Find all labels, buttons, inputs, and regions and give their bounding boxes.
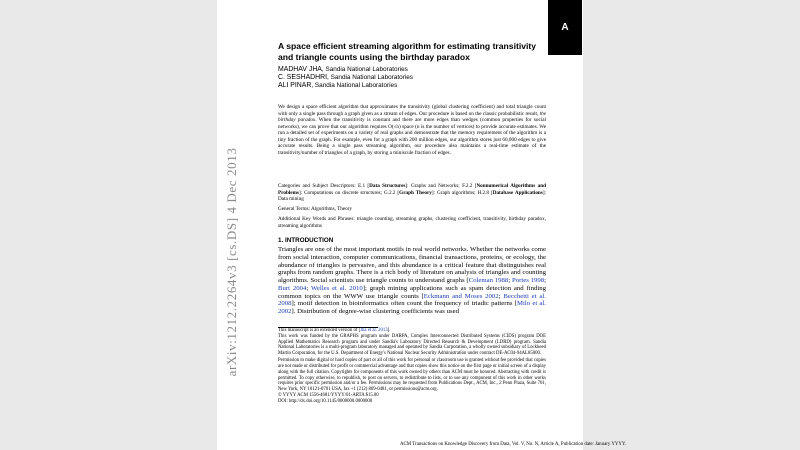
citation-link[interactable]: Milo et al. 2002 — [278, 300, 546, 315]
author-line — [278, 82, 546, 90]
categories-text: ]: Computations on discrete structures; G.2.2 [ — [298, 189, 400, 196]
author-affiliation: , Sandia National Laboratories — [327, 74, 413, 81]
intro-text: ]; motif detection in bioinformatics often count the frequency of triadic patterns [ — [291, 300, 517, 308]
categories — [278, 183, 546, 203]
article-letter-tab — [548, 0, 582, 55]
citation-link[interactable]: Coleman 1988 — [468, 277, 509, 284]
citation-link[interactable]: Jha et al. 2013 — [360, 328, 388, 333]
intro-text: ]; graph mining applications such as spam detection and finding common topics on the WWW use triangle counts [ — [278, 284, 546, 300]
citation-link[interactable]: Burt 2004 — [278, 284, 307, 292]
intro-text: ; — [544, 277, 547, 284]
general-terms: General Terms: Algorithms, Theory — [278, 206, 353, 212]
intro-text: Triangles are one of the most important motifs in real world networks. Whether the networks come from social interaction, computer communications, financial transactions, proteins, or ecology, the abundance of triangles is pervasive, and this abundance is a critical feature that distinguishes real graphs from random graphs. There is a rich body of literature on analysis of triangles and counting algorithms. Social scientists use triangle counts to understand graphs [ — [278, 246, 546, 284]
category-term: Graph Theory — [399, 189, 432, 196]
categories-text: ]: Graphs and Networks; F.2.2 [ — [405, 183, 477, 189]
category-term: Data Structures — [369, 183, 406, 189]
intro-text: ; — [508, 277, 512, 284]
categories-text: ]: Graph algorithms; H.2.8 [ — [431, 189, 493, 196]
citation-link[interactable]: Portes 1998 — [511, 277, 545, 284]
abstract — [278, 104, 546, 156]
funding-note: This work was funded by the GRAPHS program under DARPA, Complex Interconnected Distributed Systems (CIDS) program DOE Applied Mathematics Research program and under Sandia's Laboratory Directed Research & Development (LDRD) program. Sandia National Laboratories is a multi-program laboratory managed and operated by Sandia Corporation, a wholly owned subsidiary of Lockheed Martin Corporation, for the U.S. Department of Energy's National Nuclear Security Administration under contract DE-AC04-94AL85000. — [278, 333, 546, 356]
paper-title: A space efficient streaming algorithm for estimating transitivity and triangle counts using the birthday paradox — [278, 41, 537, 62]
intro-text: ; — [498, 292, 504, 300]
author-list — [278, 66, 546, 90]
author-name: C. SESHADHRI — [278, 74, 328, 81]
permission-note: Permission to make digital or hard copies of part or all of this work for personal or classroom use is granted without fee provided that copies are not made or distributed for profit or commercial advantage and that copies show this notice on the first page or initial screen of a display along with the full citation. Copyrights for components of this work owned by others than ACM must be honored. Abstracting with credit is permitted. To copy otherwise, to republish, to post on servers, to redistribute to lists, or to use any component of this work in other works requires prior specific permission and/or a fee. Permissions may be requested from Publications Dept., ACM, Inc., 2 Penn Plaza, Suite 701, New York, NY 10121-0701 USA, fax +1 (212) 869-0481, or permissions@acm.org. — [278, 358, 546, 392]
author-line — [278, 74, 546, 82]
footnotes — [278, 328, 546, 404]
article-letter: A — [561, 22, 569, 33]
abstract-text: . When the transitivity is constant and there are more edges than wedges (common properties for social networks), we can prove that our algorithm requires O(√n) space (n is the number of vertices) to provide accurate estimates. We run a detailed set of experiments on a variety of real graphs and demonstrate that the memory requirement of the algorithm is a tiny fraction of the graph. For example, even for a graph with 200 million edges, our algorithm stores just 60,000 edges to give accurate results. Being a single pass streaming algorithm, our procedure also maintains a real-time estimate of the transitivity/number of triangles of a graph, by storing a miniscule fraction of edges. — [278, 117, 546, 156]
introduction-text — [278, 246, 546, 316]
intro-text: ]. Distribution of degree-wise clustering coefficients was used — [291, 308, 459, 315]
footnote-text: ]. — [387, 328, 391, 333]
category-term: Nonnumerical Algorithms and Problems — [278, 183, 546, 196]
abstract-emphasis: the birthday paradox — [278, 110, 546, 124]
keywords: Additional Key Words and Phrases: triangle counting, streaming graphs, clustering coefficient, transitivity, birthday paradox, streaming algorithms — [278, 216, 546, 229]
categories-text: ]: Data mining — [278, 189, 546, 203]
author-name: MADHAV JHA — [278, 66, 322, 73]
category-term: Database Applications — [492, 189, 543, 196]
arxiv-stamp: arXiv:1212.2264v3 [cs.DS] 4 Dec 2013 — [224, 147, 239, 377]
citation-link[interactable]: Eckmann and Moses 2002 — [423, 292, 499, 300]
author-name: ALI PINAR — [278, 82, 312, 89]
copyright-line: © YYYY ACM 1556-4681/YYYY/01-ARTA $15.00 — [278, 392, 379, 398]
citation-link[interactable]: Becchetti et al. 2008 — [278, 292, 546, 308]
abstract-text: We design a space efficient algorithm that approximates the transitivity (global clustering coefficient) and total triangle count with only a single pass through a graph given as a stream of edges. Our procedure is based on the classic probabilistic result, — [278, 104, 546, 117]
footnote-text: This manuscript is an extended version of [ — [278, 328, 361, 333]
author-line — [278, 66, 546, 74]
citation-link[interactable]: Welles et al. 2010 — [311, 284, 363, 292]
section-heading: 1. INTRODUCTION — [278, 237, 334, 244]
doi-line: DOI: http://dx.doi.org/10.1145/0000000.0000000 — [278, 398, 373, 404]
categories-text: Categories and Subject Descriptors: E.1 [ — [278, 183, 370, 189]
intro-text: ; — [306, 284, 311, 292]
author-affiliation: , Sandia National Laboratories — [311, 82, 398, 89]
running-footer: ACM Transactions on Knowledge Discovery from Data, Vol. V, No. N, Article A, Publication date: January YYYY. — [400, 442, 627, 447]
author-affiliation: , Sandia National Laboratories — [321, 66, 408, 73]
